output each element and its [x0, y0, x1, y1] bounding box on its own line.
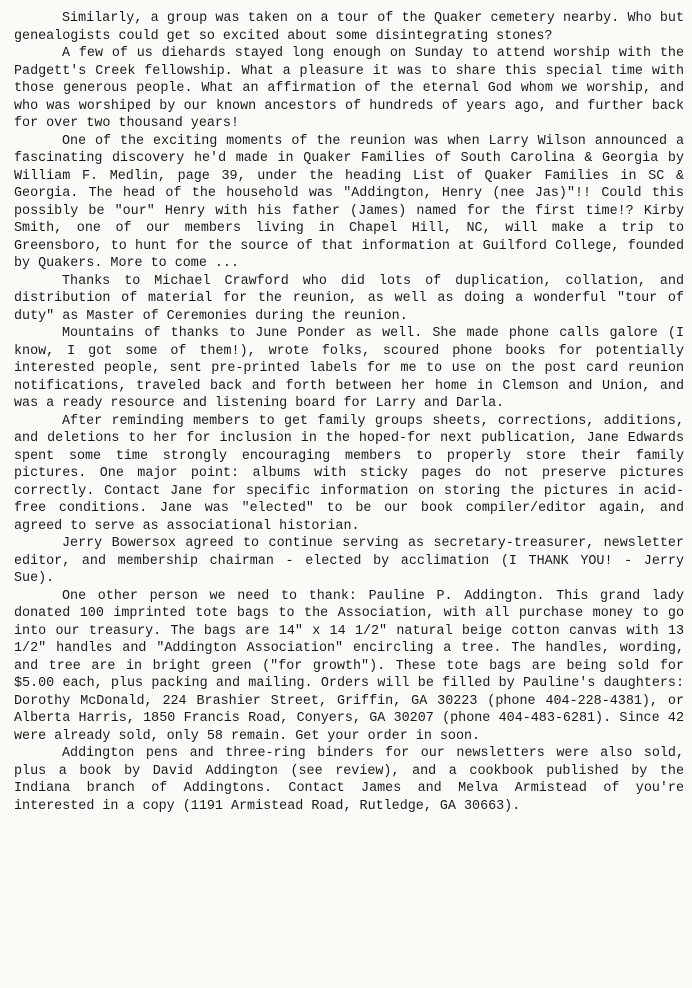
paragraph-sunday-worship: A few of us diehards stayed long enough on Sunday to attend worship with the Padgett's Creek fellowship. What a pleasure it was to share this special time with those generous people. What an affirmation of the eternal God whom we worship, and who was worshiped by our known ancestors of hundreds of years ago, and further back for over two thousand years! — [14, 46, 684, 131]
paragraph-jane-edwards: After reminding members to get family groups sheets, corrections, additions, and deletions to her for inclusion in the hoped-for next publication, Jane Edwards spent some time strongly encouraging members to properly store their family pictures. One major point: albums with sticky pages do not preserve pictures correctly. Contact Jane for specific information on storing the pictures in acid-free conditions. Jane was "elected" to be our book compiler/editor again, and agreed to serve as associational historian. — [14, 413, 684, 534]
paragraph-thanks-ponder: Mountains of thanks to June Ponder as well. She made phone calls galore (I know, I got some of them!), wrote folks, scoured phone books for potentially interested people, sent pre-printed labels for me to use on the post card reunion notifications, traveled back and forth between her home in Clemson and Union, and was a ready resource and listening board for Larry and Darla. — [14, 326, 684, 411]
paragraph-pens-binders: Addington pens and three-ring binders for our newsletters were also sold, plus a book by David Addington (see review), and a cookbook published by the Indiana branch of Addingtons. Contact James and Melva Armistead of you're interested in a copy (1191 Armistead Road, Rutledge, GA 30663). — [14, 746, 684, 814]
paragraph-cemetery-tour: Similarly, a group was taken on a tour of the Quaker cemetery nearby. Who but genealogists could get so excited about some disintegrating stones? — [14, 11, 684, 44]
paragraph-thanks-crawford: Thanks to Michael Crawford who did lots of duplication, collation, and distribution of material for the reunion, as well as doing a wonderful "tour of duty" as Master of Ceremonies during the reunion. — [14, 273, 684, 324]
paragraph-tote-bags: One other person we need to thank: Pauline P. Addington. This grand lady donated 100 imprinted tote bags to the Association, with all purchase money to go into our treasury. The bags are 14" x 14 1/2" natural beige cotton canvas with 13 1/2" handles and "Addington Association" encircling a tree. The handles, wording, and tree are in bright green ("for growth"). These tote bags are being sold for $5.00 each, plus packing and mailing. Orders will be filled by Pauline's daughters: Dorothy McDonald, 224 Brashier Street, Griffin, GA 30223 (phone 404-228-4381), or Alberta Harris, 1850 Francis Road, Conyers, GA 30207 (phone 404-483-6281). Since 42 were already sold, only 58 remain. Get your order in soon. — [14, 588, 684, 744]
paragraph-jerry-bowersox: Jerry Bowersox agreed to continue serving as secretary-treasurer, newsletter editor, and membership chairman - elected by acclimation (I THANK YOU! - Jerry Sue). — [14, 536, 684, 586]
paragraph-quaker-discovery: One of the exciting moments of the reunion was when Larry Wilson announced a fascinating discovery he'd made in Quaker Families of South Carolina & Georgia by William F. Medlin, page 39, under the heading List of Quaker Families in SC & Georgia. The head of the household was "Addington, Henry (nee Jas)"!! Could this possibly be "our" Henry with his father (James) named for the first time!? Kirby Smith, one of our members living in Chapel Hill, NC, will make a trip to Greensboro, to hunt for the source of that information at Guilford College, founded by Quakers. More to come ... — [14, 133, 684, 271]
